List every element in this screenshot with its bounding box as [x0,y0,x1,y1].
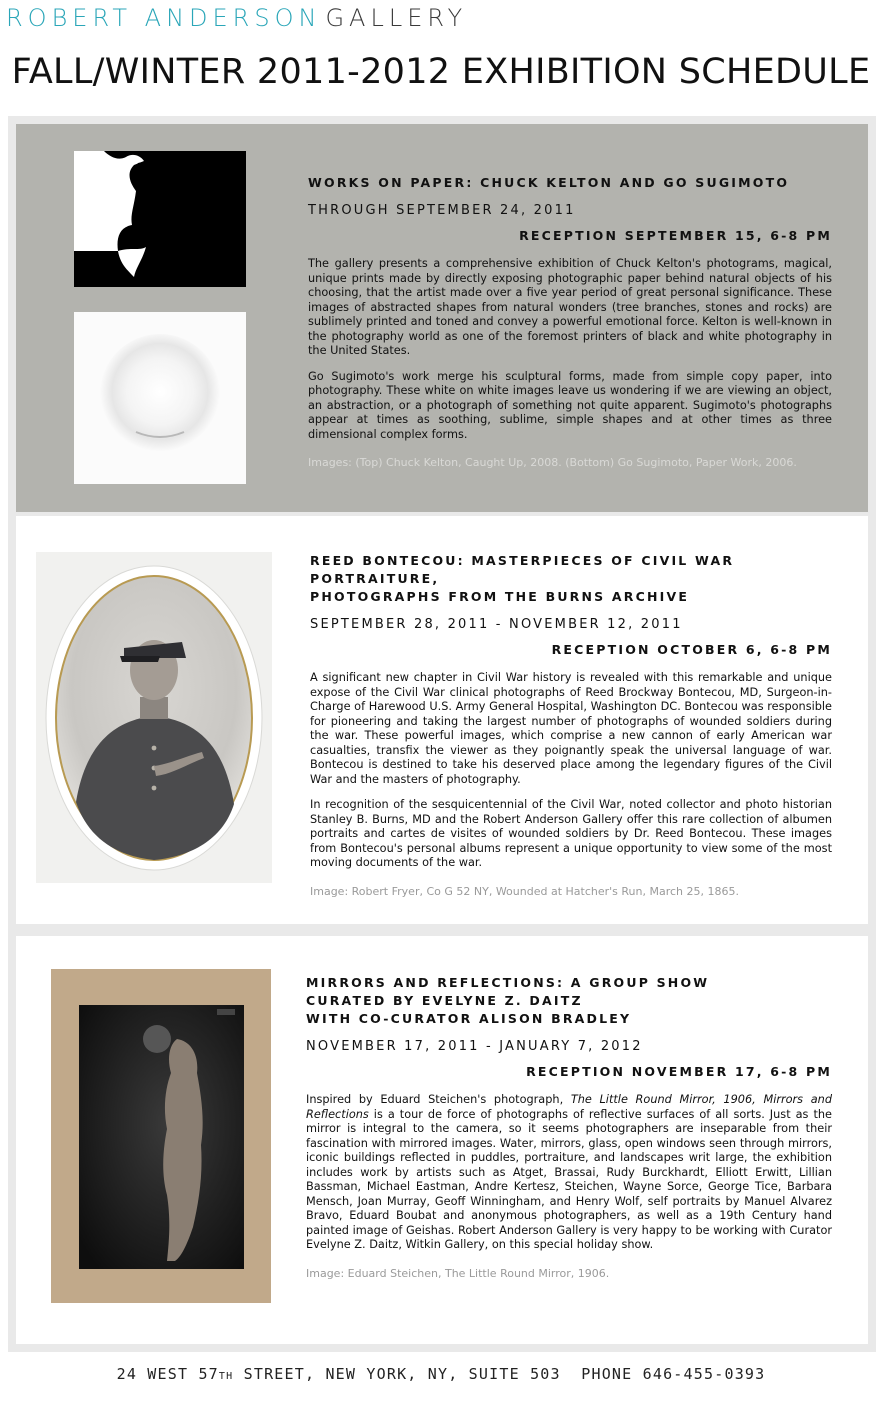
exhibition-dates: SEPTEMBER 28, 2011 - NOVEMBER 12, 2011 [310,617,683,632]
exhibition-title-line: CURATED BY EVELYNE Z. DAITZ [306,993,583,1008]
exhibition-text-2 [310,552,832,898]
exhibition-mirrors-and-reflections [16,936,868,1344]
kelton-photogram-image [74,151,246,287]
paragraph-italic-title: The Little Round Mirror, 1906, Mirrors and Reflections [306,1093,832,1121]
image-caption: Image: Robert Fryer, Co G 52 NY, Wounded at Hatcher's Run, March 25, 1865. [310,884,739,898]
page-title: FALL/WINTER 2011-2012 EXHIBITION SCHEDULE [11,52,871,92]
exhibition-paragraph [306,1093,832,1253]
steichen-little-round-mirror-image [51,969,271,1303]
exhibition-reception: RECEPTION NOVEMBER 17, 6-8 PM [526,1064,832,1079]
brand-gallery: GALLERY [325,4,468,32]
paragraph-intro: Inspired by Eduard Steichen's photograph, [306,1093,571,1106]
gallery-brand [6,4,467,32]
brand-name: ROBERT ANDERSON [6,4,322,32]
exhibition-text-3 [306,974,832,1280]
exhibition-paragraph: In recognition of the sesquicentennial of the Civil War, noted collector and photo historian Stanley B. Burns, MD and the Robert Anderson Gallery offer this rare collection of albumen portraits and cartes de visites of wounded soldiers by Dr. Reed Bontecou. These images from Bontecou's personal albums represent a unique opportunity to view some of the most moving documents of the war. [310,798,832,869]
address-line: 24 WEST 57 [116,1365,219,1383]
exhibition-title-line: WITH CO-CURATOR ALISON BRADLEY [306,1011,632,1026]
image-caption: Image: Eduard Steichen, The Little Round Mirror, 1906. [306,1266,610,1280]
address-superscript: TH [218,1371,234,1382]
exhibition-title-line: MIRRORS AND REFLECTIONS: A GROUP SHOW [306,975,710,990]
paragraph-body: is a tour de force of photographs of reflective surfaces of all sorts. Just as the mirror is integral to the camera, so it seems photographers are inseparable from their fascination with mirrored images. Water, mirrors, glass, open windows seen through mirrors, iconic buildings reflected in puddles, portraiture, and landscapes writ large, the exhibition includes work by artists such as Atget, Brassai, Rudy Burckhardt, Elliott Erwitt, Lillian Bassman, Michael Eastman, Andre Kertesz, Steichen, Wayne Sorce, George Tice, Barbara Mensch, Joan Murray, Geoff Winningham, and Henry Wolf, self portraits by Manuel Alvarez Bravo, Eduard Boubat and anonymous photographers, as well as a 19th Century hand painted image of Geishas. Robert Anderson Gallery is very happy to be working with Curator Evelyne Z. Daitz, Witkin Gallery, on this special holiday show. [306,1107,832,1251]
exhibition-dates: THROUGH SEPTEMBER 24, 2011 [308,203,576,218]
exhibition-works-on-paper [16,124,868,512]
exhibition-paragraph: The gallery presents a comprehensive exhibition of Chuck Kelton's photograms, magical, unique prints made by directly exposing photographic paper behind natural objects of his choosing, that the artist made over a five year period of great personal significance. These images of abstracted shapes from natural wonders (tree branches, stones and rocks) are sublimely printed and toned and convey a powerful emotional force. Kelton is well-known in the photography world as one of the foremost printers of black and white photography in the United States. [308,257,832,357]
footer-address [0,1365,882,1383]
image-caption: Images: (Top) Chuck Kelton, Caught Up, 2008. (Bottom) Go Sugimoto, Paper Work, 2006. [308,456,797,469]
exhibition-reed-bontecou [16,516,868,924]
civil-war-portrait-image [36,552,272,883]
exhibition-paragraph: Go Sugimoto's work merge his sculptural forms, made from simple copy paper, into photography. These white on white images leave us wondering if we are viewing an object, an abstraction, or a photograph of something not quite apparent. Sugimoto's photographs appear at times as soothing, sublime, simple shapes and at other times as three dimensional complex forms. [308,369,832,441]
exhibition-title-line: REED BONTECOU: MASTERPIECES OF CIVIL WAR PORTRAITURE, [310,553,735,586]
address-line-rest: STREET, NEW YORK, NY, SUITE 503 [233,1365,561,1383]
exhibition-reception: RECEPTION OCTOBER 6, 6-8 PM [551,642,832,657]
exhibition-title: WORKS ON PAPER: CHUCK KELTON AND GO SUGIMOTO [308,175,790,190]
exhibition-title-line: PHOTOGRAPHS FROM THE BURNS ARCHIVE [310,589,690,604]
exhibition-text-1 [308,174,832,469]
sugimoto-paperwork-image [74,312,246,484]
exhibition-reception: RECEPTION SEPTEMBER 15, 6-8 PM [519,228,832,243]
schedule-frame [8,116,876,1352]
phone-number: PHONE 646-455-0393 [581,1365,766,1383]
exhibition-dates: NOVEMBER 17, 2011 - JANUARY 7, 2012 [306,1039,643,1054]
exhibition-paragraph: A significant new chapter in Civil War history is revealed with this remarkable and unique expose of the Civil War clinical photographs of Reed Brockway Bontecou, MD, Surgeon-in-Charge of Harewood U.S. Army General Hospital, Washington DC. Bontecou was responsible for pioneering and taking the largest number of photographs of wounded soldiers during the war. These powerful images, which comprise a new cannon of early American war casualties, transfix the viewer as they poignantly speak the universal language of war. Bontecou is destined to take his deserved place among the legendary figures of the Civil War and the masters of photography. [310,671,832,786]
